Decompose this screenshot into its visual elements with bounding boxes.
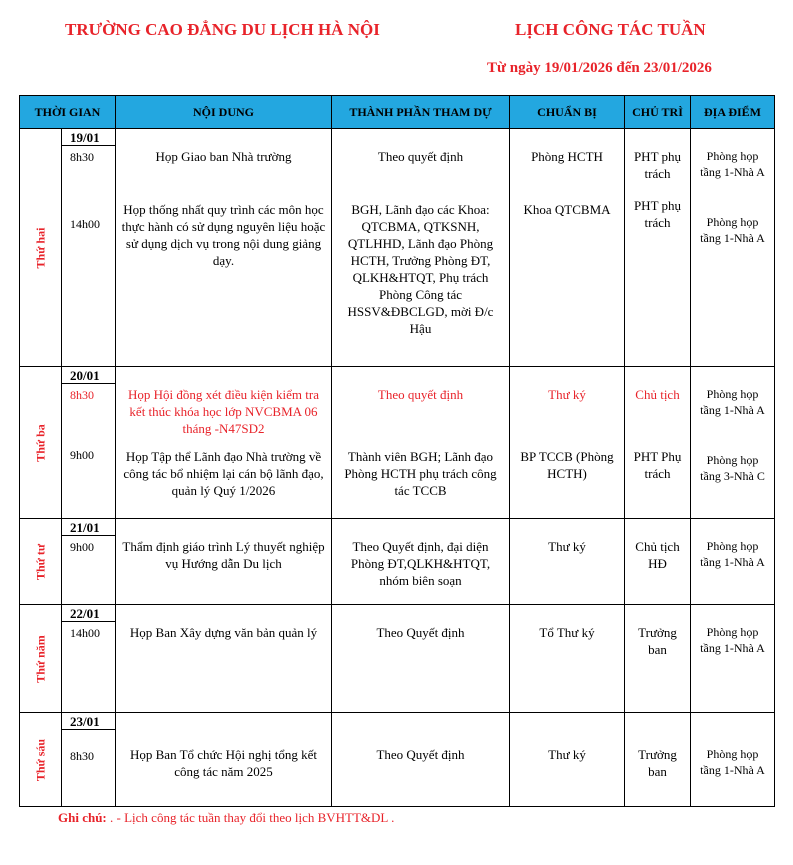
- day-date: 21/01: [62, 519, 115, 536]
- day-date: 19/01: [62, 129, 115, 146]
- entry-prep: Khoa QTCBMA: [523, 202, 611, 217]
- location-cell: [691, 605, 775, 713]
- entry-content: Họp Hội đồng xét điều kiện kiểm tra kết thúc khóa học lớp NVCBMA 06 tháng -N47SD2: [128, 387, 319, 436]
- entry-attendees: BGH, Lãnh đạo các Khoa: QTCBMA, QTKSNH, QTLHHD, Lãnh đạo Phòng HCTH, Trưởng Phòng ĐT, QLKH&HTQT, Phụ trách Phòng Công tác HSSV&ĐBCLGD, mời Đ/c Hậu: [347, 202, 494, 336]
- entry-time: 8h30: [70, 388, 94, 402]
- content-cell: [116, 713, 332, 807]
- entry-chair: Trưởng ban: [638, 625, 677, 657]
- chair-cell: [625, 519, 691, 605]
- col-content: NỘI DUNG: [116, 96, 332, 129]
- footnote: [58, 810, 394, 826]
- entry-time: 9h00: [70, 540, 94, 554]
- entry-time: 14h00: [70, 217, 100, 231]
- entry-chair: PHT Phụ trách: [633, 449, 682, 481]
- entry-content: Họp Tập thể Lãnh đạo Nhà trường về công tác bổ nhiệm lại cán bộ lãnh đạo, quản lý Quý 1/2026: [123, 449, 324, 498]
- location-cell: [691, 129, 775, 367]
- location-cell: [691, 519, 775, 605]
- entry-location: Phòng họp tầng 1-Nhà A: [700, 149, 765, 179]
- entry-location: Phòng họp tầng 1-Nhà A: [700, 387, 765, 417]
- entry-time: 8h30: [70, 150, 94, 164]
- entry-time: 9h00: [70, 448, 94, 462]
- header-row: [20, 96, 775, 129]
- entry-prep: Thư ký: [548, 387, 586, 402]
- day-row-monday: [20, 129, 775, 367]
- time-cell: [62, 129, 116, 367]
- day-label: Thứ tư: [33, 543, 47, 580]
- day-row-tuesday: [20, 367, 775, 519]
- col-location: ĐỊA ĐIỂM: [691, 96, 775, 129]
- school-name: TRƯỜNG CAO ĐẲNG DU LỊCH HÀ NỘI: [65, 20, 380, 39]
- day-cell: [20, 129, 62, 367]
- chair-cell: [625, 367, 691, 519]
- day-date: 22/01: [62, 605, 115, 622]
- entry-chair: Chủ tịch HĐ: [635, 539, 680, 571]
- prep-cell: [510, 367, 625, 519]
- entry-prep: Thư ký: [548, 539, 586, 554]
- attendees-cell: [332, 367, 510, 519]
- day-cell: [20, 713, 62, 807]
- time-cell: [62, 713, 116, 807]
- prep-cell: [510, 129, 625, 367]
- content-cell: [116, 605, 332, 713]
- entry-location: Phòng họp tầng 1-Nhà A: [700, 747, 765, 777]
- entry-prep: BP TCCB (Phòng HCTH): [520, 449, 614, 481]
- day-row-wednesday: [20, 519, 775, 605]
- day-label: Thứ hai: [33, 227, 47, 268]
- entry-location: Phòng họp tầng 1-Nhà A: [700, 215, 765, 245]
- day-cell: [20, 605, 62, 713]
- content-cell: [116, 519, 332, 605]
- entry-prep: Thư ký: [548, 747, 586, 762]
- location-cell: [691, 367, 775, 519]
- note-label: Ghi chú:: [58, 810, 107, 825]
- entry-chair: PHT phụ trách: [633, 198, 682, 230]
- content-cell: [116, 129, 332, 367]
- day-label: Thứ năm: [33, 634, 47, 683]
- attendees-cell: [332, 713, 510, 807]
- entry-location: Phòng họp tầng 1-Nhà A: [700, 539, 765, 569]
- entry-location: Phòng họp tầng 1-Nhà A: [700, 625, 765, 655]
- note-text: . - Lịch công tác tuần thay đổi theo lịch BVHTT&DL .: [106, 810, 395, 825]
- day-row-friday: [20, 713, 775, 807]
- col-attendees: THÀNH PHẦN THAM DỰ: [332, 96, 510, 129]
- entry-location: Phòng họp tầng 3-Nhà C: [700, 453, 765, 483]
- entry-attendees: Theo quyết định: [377, 149, 464, 164]
- day-date: 20/01: [62, 367, 115, 384]
- day-date: 23/01: [62, 713, 115, 730]
- col-chair: CHỦ TRÌ: [625, 96, 691, 129]
- day-label: Thứ sáu: [33, 738, 47, 781]
- schedule-table: [19, 95, 775, 807]
- entry-time: 14h00: [70, 626, 100, 640]
- prep-cell: [510, 605, 625, 713]
- entry-content: Họp Ban Xây dựng văn bản quản lý: [129, 625, 318, 640]
- entry-content: Họp Giao ban Nhà trường: [155, 149, 292, 164]
- schedule-title: LỊCH CÔNG TÁC TUẦN: [515, 20, 706, 39]
- chair-cell: [625, 605, 691, 713]
- entry-attendees: Theo quyết định: [377, 387, 464, 402]
- entry-attendees: Theo Quyết định: [376, 747, 465, 762]
- chair-cell: [625, 129, 691, 367]
- date-range: Từ ngày 19/01/2026 đến 23/01/2026: [487, 60, 712, 76]
- day-cell: [20, 519, 62, 605]
- content-cell: [116, 367, 332, 519]
- entry-attendees: Theo Quyết định, đại diện Phòng ĐT,QLKH&HTQT, nhóm biên soạn: [350, 539, 491, 588]
- time-cell: [62, 519, 116, 605]
- entry-prep: Phòng HCTH: [531, 149, 603, 164]
- day-row-thursday: [20, 605, 775, 713]
- col-prep: CHUẨN BỊ: [510, 96, 625, 129]
- location-cell: [691, 713, 775, 807]
- col-time: THỜI GIAN: [20, 96, 116, 129]
- entry-content: Họp Ban Tổ chức Hội nghị tổng kết công tác năm 2025: [130, 747, 317, 779]
- entry-chair: Trưởng ban: [638, 747, 677, 779]
- chair-cell: [625, 713, 691, 807]
- entry-attendees: Theo Quyết định: [376, 625, 465, 640]
- entry-prep: Tổ Thư ký: [539, 625, 595, 640]
- prep-cell: [510, 713, 625, 807]
- entry-attendees: Thành viên BGH; Lãnh đạo Phòng HCTH phụ trách công tác TCCB: [344, 449, 497, 498]
- time-cell: [62, 367, 116, 519]
- day-cell: [20, 367, 62, 519]
- attendees-cell: [332, 605, 510, 713]
- entry-time: 8h30: [70, 749, 94, 763]
- day-label: Thứ ba: [33, 423, 47, 462]
- entry-content: Họp thống nhất quy trình các môn học thực hành có sử dụng nguyên liệu hoặc sử dụng dịch vụ trong nội dung giảng dạy.: [121, 202, 326, 268]
- entry-content: Thẩm định giáo trình Lý thuyết nghiệp vụ Hướng dẫn Du lịch: [122, 539, 325, 571]
- time-cell: [62, 605, 116, 713]
- entry-chair: Chủ tịch: [635, 387, 680, 402]
- entry-chair: PHT phụ trách: [633, 149, 682, 181]
- prep-cell: [510, 519, 625, 605]
- attendees-cell: [332, 129, 510, 367]
- attendees-cell: [332, 519, 510, 605]
